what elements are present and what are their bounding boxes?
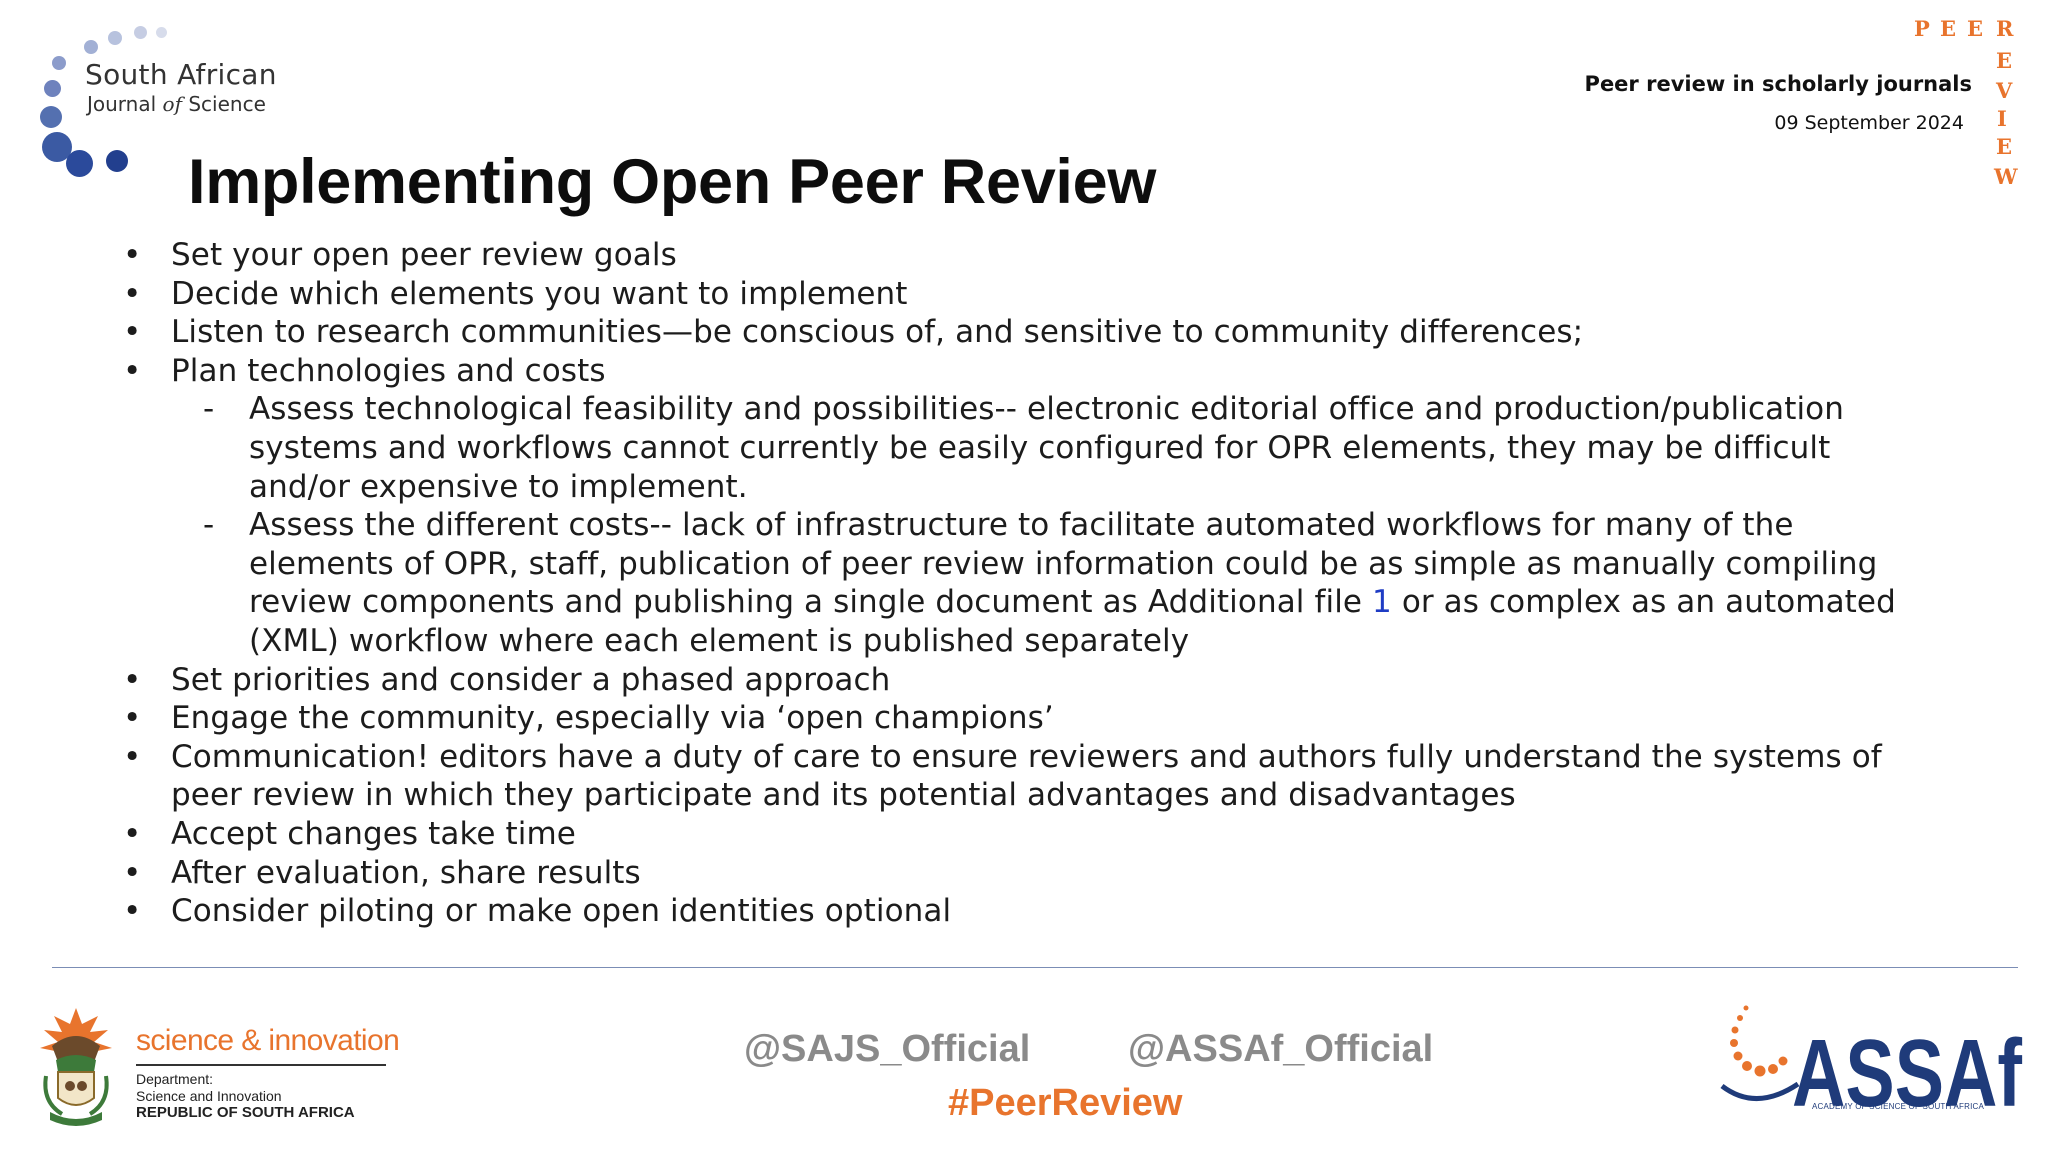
sub-bullet-continuation [0,622,2048,661]
bullet-mark: • [123,352,142,389]
sub-bullet-text: Assess technological feasibility and possibilities-- electronic editorial office and production/publication [249,391,1844,428]
bullet-mark: • [123,237,142,273]
bullet-item [0,275,2048,314]
sub-bullet-text: and/or expensive to implement. [249,468,748,505]
bullet-item [0,352,2048,391]
journal-name-part: Journal [87,92,163,116]
logo-dot [84,40,98,54]
dept-brand: science & innovation [136,1024,400,1057]
bullet-item [0,313,2048,352]
sub-bullet-text [249,583,1896,622]
assaf-tagline: ACADEMY OF SCIENCE OF SOUTH AFRICA [1812,1102,1985,1111]
bullet-item [0,661,2048,700]
svg-text:ASSAf: ASSAf [1792,1024,2023,1114]
sub-bullet-text: elements of OPR, staff, publication of peer review information could be as simple as manually compiling [249,545,1878,582]
bullet-item [0,815,2048,854]
coat-of-arms-icon [32,1006,120,1128]
bullet-text: Consider piloting or make open identities optional [171,893,952,930]
slide-title: Implementing Open Peer Review [188,147,1157,217]
bullet-item [0,892,2048,931]
bullet-mark: • [123,275,142,312]
logo-dot [106,150,128,172]
bullet-text: Accept changes take time [171,815,576,852]
peer-letter: R [1996,16,2014,41]
sajs-handle[interactable]: @SAJS_Official [744,1028,1031,1070]
sub-bullet-text: Assess the different costs-- lack of infrastructure to facilitate automated workflows for many of the [249,507,1794,544]
peer-letter: E [1967,16,1984,41]
hashtag[interactable]: #PeerReview [948,1082,1183,1124]
additional-file-link[interactable]: 1 [1372,584,1392,621]
journal-name-line2 [87,92,266,116]
bullet-continuation [0,776,2048,815]
bullet-mark: • [123,893,142,930]
sub-bullet-continuation [0,429,2048,468]
event-title: Peer review in scholarly journals [1584,72,1972,96]
review-letter: W [1994,164,2018,189]
bullet-text: After evaluation, share results [171,854,641,891]
bullet-text: Set priorities and consider a phased approach [171,661,891,698]
peer-letter: E [1940,16,1957,41]
review-letter: E [1996,48,2013,73]
bullet-text: Communication! editors have a duty of care to ensure reviewers and authors fully understand the systems of [171,738,1882,775]
bullet-text: Plan technologies and costs [171,352,606,389]
assaf-handle[interactable]: @ASSAf_Official [1128,1028,1434,1070]
bullet-text: Decide which elements you want to implement [171,275,908,312]
journal-name-line1: South African [85,58,277,91]
event-date: 09 September 2024 [1774,112,1964,134]
bullet-list [0,236,2048,931]
bullet-mark: • [123,314,142,351]
sub-bullet-text-part: review components and publishing a single document as Additional file [249,584,1373,621]
bullet-mark: • [123,700,142,737]
bullet-text: Listen to research communities—be conscious of, and sensitive to community differences; [171,314,1584,351]
bullet-mark: • [123,854,142,891]
logo-dot [108,31,122,45]
bullet-text: Engage the community, especially via ‘open champions’ [171,700,1054,737]
footer-divider [52,967,2018,968]
bullet-mark: • [123,738,142,775]
assaf-logo [1716,1000,2028,1140]
sub-bullet-text: systems and workflows cannot currently be easily configured for OPR elements, they may be difficult [249,429,1831,466]
logo-dot [40,106,62,128]
sub-bullet-item [0,390,2048,429]
assaf-wordmark [1792,1024,2028,1114]
dept-brand-underline [136,1064,386,1066]
logo-dot [66,150,93,177]
logo-dot [44,80,61,97]
sub-bullet-item [0,506,2048,545]
logo-dot [52,56,66,70]
dept-line2: Science and Innovation [136,1088,282,1104]
review-letter: V [1996,78,2013,103]
sub-bullet-mark: - [203,507,215,544]
bullet-item [0,854,2048,893]
logo-dot [156,27,167,38]
journal-name-part: Science [181,92,266,116]
dept-line3: REPUBLIC OF SOUTH AFRICA [136,1104,355,1121]
sub-bullet-continuation [0,545,2048,584]
logo-dot [134,26,147,39]
peer-letter: P [1914,16,1930,41]
sub-bullet-continuation [0,468,2048,507]
bullet-text: Set your open peer review goals [171,237,677,273]
journal-name-of: of [162,92,182,116]
dept-line1: Department: [136,1071,214,1087]
bullet-item [0,699,2048,738]
bullet-text: peer review in which they participate and its potential advantages and disadvantages [171,777,1516,814]
sub-bullet-continuation [0,583,2048,622]
bullet-item [0,236,2048,275]
review-letter: E [1996,134,2013,159]
sub-bullet-text: (XML) workflow where each element is published separately [249,622,1190,659]
review-letter: I [1997,106,2007,131]
sub-bullet-mark: - [203,391,215,428]
bullet-mark: • [123,815,142,852]
bullet-mark: • [123,661,142,698]
sub-bullet-text-part: or as complex as an automated [1391,584,1896,621]
bullet-item [0,738,2048,777]
